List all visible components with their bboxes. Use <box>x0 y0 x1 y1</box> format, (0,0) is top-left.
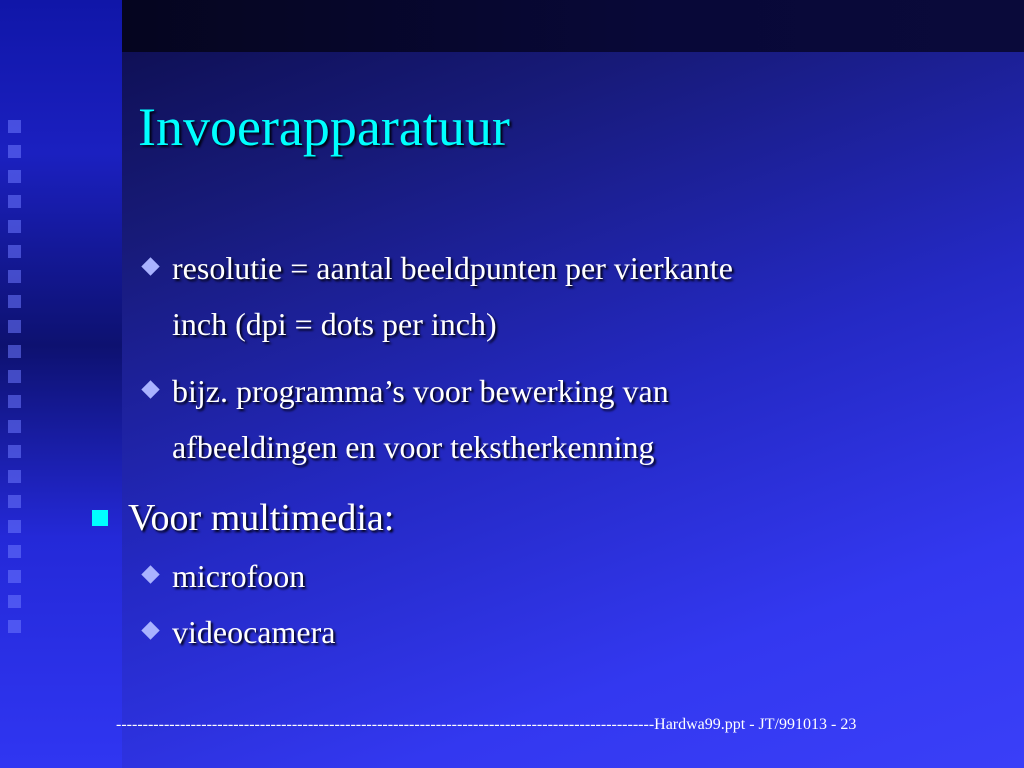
bullet-line: bijz. programma’s voor bewerking van <box>172 373 669 409</box>
bullet-line: inch (dpi = dots per inch) <box>172 306 497 342</box>
decorative-square <box>8 570 21 583</box>
decorative-square <box>8 520 21 533</box>
bullet-programs <box>142 363 902 475</box>
decorative-square <box>8 245 21 258</box>
bullet-multimedia <box>90 494 394 542</box>
bullet-videocamera <box>142 604 902 660</box>
bullet-text: Voor multimedia: <box>128 497 395 539</box>
decorative-squares <box>8 120 28 645</box>
bullet-line: afbeeldingen en voor tekstherkenning <box>172 429 655 465</box>
decorative-square <box>8 495 21 508</box>
top-decorative-band <box>122 0 1024 52</box>
bullet-line: resolutie = aantal beeldpunten per vierkante <box>172 250 733 286</box>
decorative-square <box>8 145 21 158</box>
decorative-square <box>8 445 21 458</box>
decorative-square <box>8 270 21 283</box>
decorative-square <box>8 220 21 233</box>
decorative-square <box>8 620 21 633</box>
slide-footer: -----------------------------------------------------------------------------------------------------Hardwa99.ppt - JT/991013 - 23 <box>116 716 857 733</box>
decorative-square <box>8 170 21 183</box>
square-bullet-icon <box>92 510 108 526</box>
decorative-square <box>8 545 21 558</box>
slide-title: Invoerapparatuur <box>138 97 510 157</box>
decorative-square <box>8 395 21 408</box>
decorative-square <box>8 320 21 333</box>
decorative-square <box>8 295 21 308</box>
decorative-square <box>8 595 21 608</box>
decorative-square <box>8 345 21 358</box>
decorative-square <box>8 195 21 208</box>
decorative-square <box>8 370 21 383</box>
decorative-square <box>8 470 21 483</box>
bullet-resolution <box>142 240 902 352</box>
decorative-square <box>8 120 21 133</box>
bullet-text: microfoon <box>172 558 306 594</box>
bullet-microphone <box>142 548 902 604</box>
bullet-text: videocamera <box>172 614 336 650</box>
decorative-square <box>8 420 21 433</box>
